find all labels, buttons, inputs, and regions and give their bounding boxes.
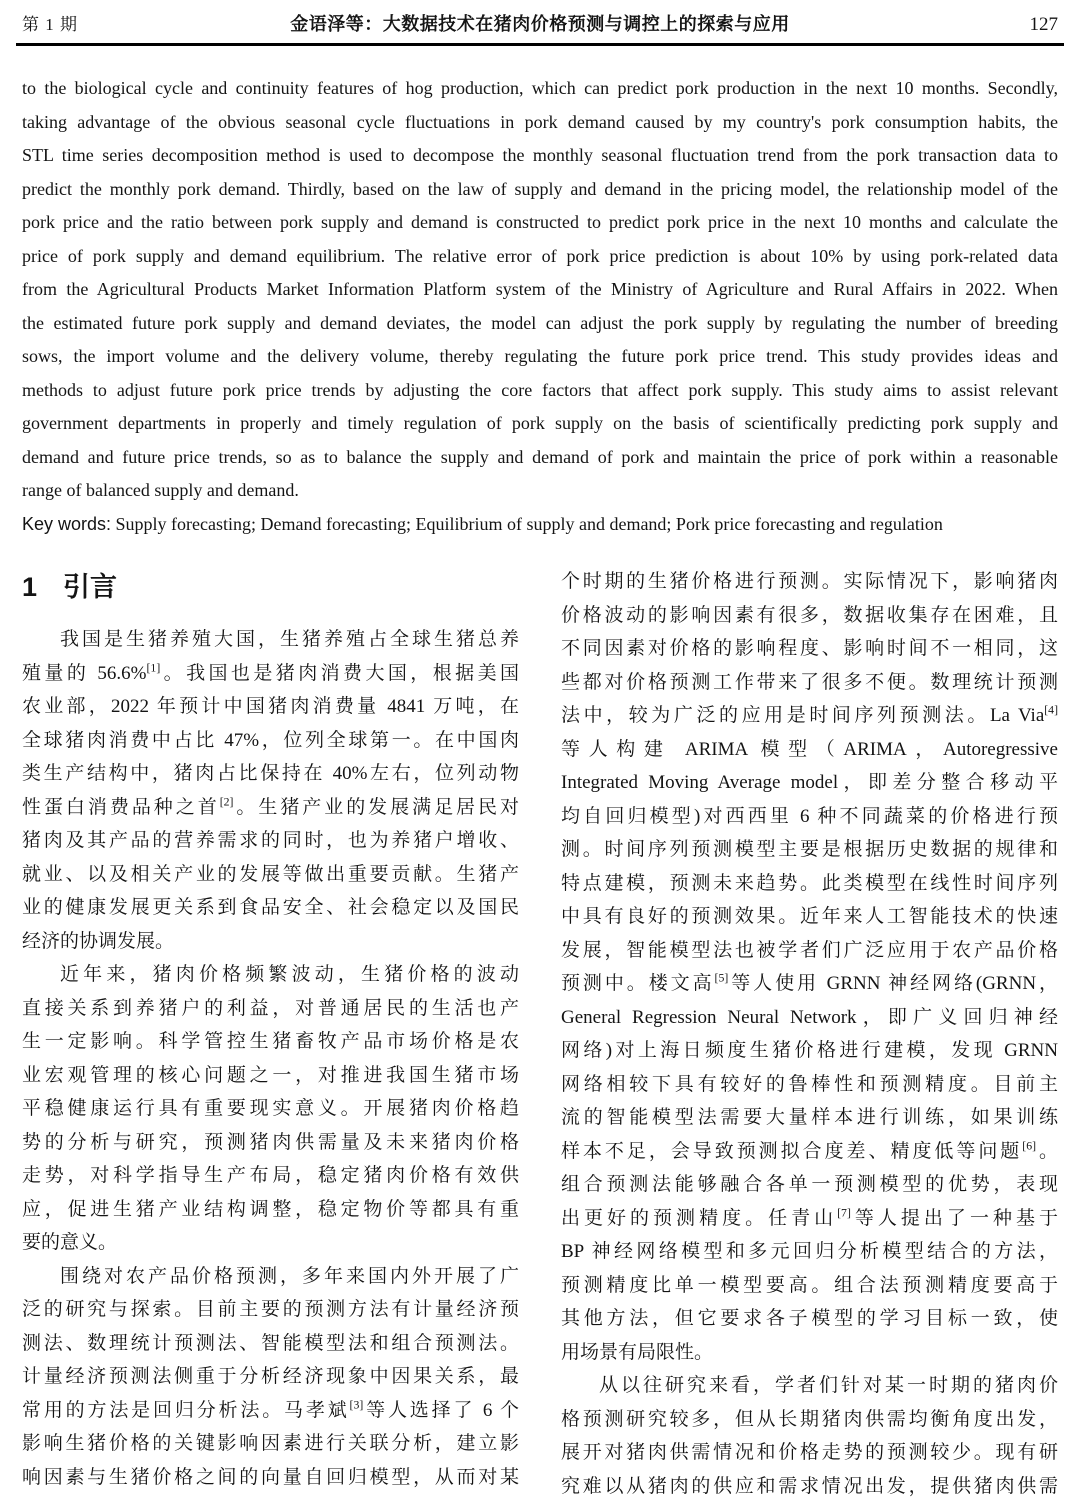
text-line: 就业、以及相关产业的发展等做出重要贡献。生猪产 <box>22 858 519 892</box>
text-line: predict the monthly pork demand. Thirdly, based on the law of supply and demand in the pricing model, the relationship model of the <box>22 173 1058 207</box>
text-line: 影响生猪价格的关键影响因素进行关联分析，建立影 <box>22 1427 519 1461</box>
text-line: 网络相较下具有较好的鲁棒性和预测精度。目前主 <box>561 1068 1058 1102</box>
text-line: 应，促进生猪产业结构调整，稳定物价等都具有重 <box>22 1193 519 1227</box>
text-line: 均自回归模型)对西西里 6 种不同蔬菜的价格进行预 <box>561 800 1058 834</box>
text-line: 经济的协调发展。 <box>22 925 519 959</box>
text-line: General Regression Neural Network，即广义回归神经 <box>561 1001 1058 1035</box>
text-line: 用场景有局限性。 <box>561 1336 1058 1370</box>
text-line: 平稳健康运行具有重要现实意义。开展猪肉价格趋 <box>22 1092 519 1126</box>
citation-ref: [6] <box>1022 1139 1036 1152</box>
text-line: 测。时间序列预测模型主要是根据历史数据的规律和 <box>561 833 1058 867</box>
paragraph-intro-3-continued <box>561 565 1058 1369</box>
text-line: 等人构建 ARIMA 模型（ARIMA，Autoregressive <box>561 733 1058 767</box>
text-line: 农业部，2022 年预计中国猪肉消费量 4841 万吨，在 <box>22 690 519 724</box>
text-line: 业的健康发展更关系到食品安全、社会稳定以及国民 <box>22 891 519 925</box>
paragraph-intro-2 <box>22 958 519 1260</box>
text-line: sows, the import volume and the delivery volume, thereby regulating the future pork price trend. This study provides ideas and <box>22 340 1058 374</box>
paragraph-intro-1 <box>22 623 519 958</box>
text-line: 个时期的生猪价格进行预测。实际情况下，影响猪肉 <box>561 565 1058 599</box>
citation-ref: [5] <box>715 972 729 985</box>
text-line: 围绕对农产品价格预测，多年来国内外开展了广 <box>22 1260 519 1294</box>
text-line: Integrated Moving Average model，即差分整合移动平 <box>561 766 1058 800</box>
text-line: 我国是生猪养殖大国，生猪养殖占全球生猪总养 <box>22 623 519 657</box>
text-line: 流的智能模型法需要大量样本进行训练，如果训练 <box>561 1101 1058 1135</box>
text-line: the estimated future pork supply and demand deviates, the model can adjust the pork supply by regulating the number of breeding <box>22 307 1058 341</box>
text-line: 响因素与生猪价格之间的向量自回归模型，从而对某 <box>22 1461 519 1495</box>
text-line: 发展，智能模型法也被学者们广泛应用于农产品价格 <box>561 934 1058 968</box>
text-line: 势的分析与研究，预测猪肉供需量及未来猪肉价格 <box>22 1126 519 1160</box>
text-line: 格预测研究较多，但从长期猪肉供需均衡角度出发， <box>561 1403 1058 1437</box>
text-line: 测法、数理统计预测法、智能模型法和组合预测法。 <box>22 1327 519 1361</box>
citation-ref: [7] <box>837 1206 851 1219</box>
citation-ref: [4] <box>1044 704 1058 717</box>
text-line: 网络)对上海日频度生猪价格进行建模，发现 GRNN <box>561 1034 1058 1068</box>
text-line: 不同因素对价格的影响程度、影响时间不一相同，这 <box>561 632 1058 666</box>
text-line: 业宏观管理的核心问题之一，对推进我国生猪市场 <box>22 1059 519 1093</box>
text-line: 生一定影响。科学管控生猪畜牧产品市场价格是农 <box>22 1025 519 1059</box>
text-line: range of balanced supply and demand. <box>22 474 1058 508</box>
abstract-paragraph <box>22 72 1058 508</box>
text-line: 法中，较为广泛的应用是时间序列预测法。La Via[4] <box>561 699 1058 733</box>
text-line: 殖量的 56.6%[1]。我国也是猪肉消费大国，根据美国 <box>22 657 519 691</box>
text-line: 走势，对科学指导生产布局，稳定猪肉价格有效供 <box>22 1159 519 1193</box>
text-line: 常用的方法是回归分析法。马孝斌[3]等人选择了 6 个 <box>22 1394 519 1428</box>
column-left <box>22 565 519 1503</box>
running-title: 金语泽等：大数据技术在猪肉价格预测与调控上的探索与应用 <box>162 10 918 36</box>
text-line: government departments in properly and timely regulation of pork supply on the basis of scientifically predicting pork supply and <box>22 407 1058 441</box>
text-line: 泛的研究与探索。目前主要的预测方法有计量经济预 <box>22 1293 519 1327</box>
text-line: 展开对猪肉供需情况和价格走势的预测较少。现有研 <box>561 1436 1058 1470</box>
text-line: 全球猪肉消费中占比 47%，位列全球第一。在中国肉 <box>22 724 519 758</box>
text-line: 样本不足，会导致预测拟合度差、精度低等问题[6]。 <box>561 1135 1058 1169</box>
text-line: 计量经济预测法侧重于分析经济现象中因果关系，最 <box>22 1360 519 1394</box>
text-line: 究难以从猪肉的供应和需求情况出发，提供猪肉供需 <box>561 1470 1058 1503</box>
paragraph-intro-3 <box>22 1260 519 1495</box>
text-line: 中具有良好的预测效果。近年来人工智能技术的快速 <box>561 900 1058 934</box>
text-line: 从以往研究来看，学者们针对某一时期的猪肉价 <box>561 1369 1058 1403</box>
citation-ref: [2] <box>220 795 234 808</box>
text-line: to the biological cycle and continuity features of hog production, which can predict pork production in the next 10 months. Secondly, <box>22 72 1058 106</box>
text-line: 预测中。楼文高[5]等人使用 GRNN 神经网络(GRNN， <box>561 967 1058 1001</box>
text-line: 要的意义。 <box>22 1226 519 1260</box>
text-line: STL time series decomposition method is used to decompose the monthly seasonal fluctuation trend from the pork transaction data to <box>22 139 1058 173</box>
text-line: 预测精度比单一模型要高。组合法预测精度要高于 <box>561 1269 1058 1303</box>
text-line: 类生产结构中，猪肉占比保持在 40%左右，位列动物 <box>22 757 519 791</box>
text-line: 些都对价格预测工作带来了很多不便。数理统计预测 <box>561 666 1058 700</box>
page-number: 127 <box>918 14 1058 36</box>
citation-ref: [1] <box>147 661 161 674</box>
text-line: 出更好的预测精度。任青山[7]等人提出了一种基于 <box>561 1202 1058 1236</box>
section-title: 引言 <box>63 572 117 602</box>
text-line: 特点建模，预测未来趋势。此类模型在线性时间序列 <box>561 867 1058 901</box>
text-line: from the Agricultural Products Market Information Platform system of the Ministry of Agriculture and Rural Affairs in 2022. When <box>22 273 1058 307</box>
text-line: pork price and the ratio between pork supply and demand is constructed to predict pork price in the next 10 months and calculate the <box>22 206 1058 240</box>
text-line: 组合预测法能够融合各单一预测模型的优势，表现 <box>561 1168 1058 1202</box>
text-line: price of pork supply and demand equilibrium. The relative error of pork price prediction is about 10% by using pork-related data <box>22 240 1058 274</box>
text-line: BP 神经网络模型和多元回归分析模型结合的方法， <box>561 1235 1058 1269</box>
page-header <box>22 0 1058 36</box>
issue-label: 第 1 期 <box>22 10 162 35</box>
citation-ref: [3] <box>350 1398 364 1411</box>
text-line: 其他方法，但它要求各子模型的学习目标一致，使 <box>561 1302 1058 1336</box>
paragraph-intro-4 <box>561 1369 1058 1503</box>
header-rule <box>16 43 1064 46</box>
text-line: taking advantage of the obvious seasonal cycle fluctuations in pork demand caused by my country's pork consumption habits, the <box>22 106 1058 140</box>
keywords-line <box>22 508 1058 542</box>
section-number: 1 <box>22 572 37 602</box>
text-line: 近年来，猪肉价格频繁波动，生猪价格的波动 <box>22 958 519 992</box>
text-line: demand and future price trends, so as to balance the supply and demand of pork and maintain the price of pork within a reasonable <box>22 441 1058 475</box>
keywords-label: Key words: <box>22 514 111 534</box>
two-column-body <box>22 565 1058 1503</box>
section-heading <box>22 571 519 603</box>
keywords-text: Supply forecasting; Demand forecasting; Equilibrium of supply and demand; Pork price forecasting and regulation <box>111 514 943 534</box>
text-line: methods to adjust future pork price trends by adjusting the core factors that affect pork supply. This study aims to assist relevant <box>22 374 1058 408</box>
text-line: 猪肉及其产品的营养需求的同时，也为养猪户增收、 <box>22 824 519 858</box>
text-line: 性蛋白消费品种之首[2]。生猪产业的发展满足居民对 <box>22 791 519 825</box>
column-right <box>561 565 1058 1503</box>
text-line: 直接关系到养猪户的利益，对普通居民的生活也产 <box>22 992 519 1026</box>
text-line: 价格波动的影响因素有很多，数据收集存在困难，且 <box>561 599 1058 633</box>
